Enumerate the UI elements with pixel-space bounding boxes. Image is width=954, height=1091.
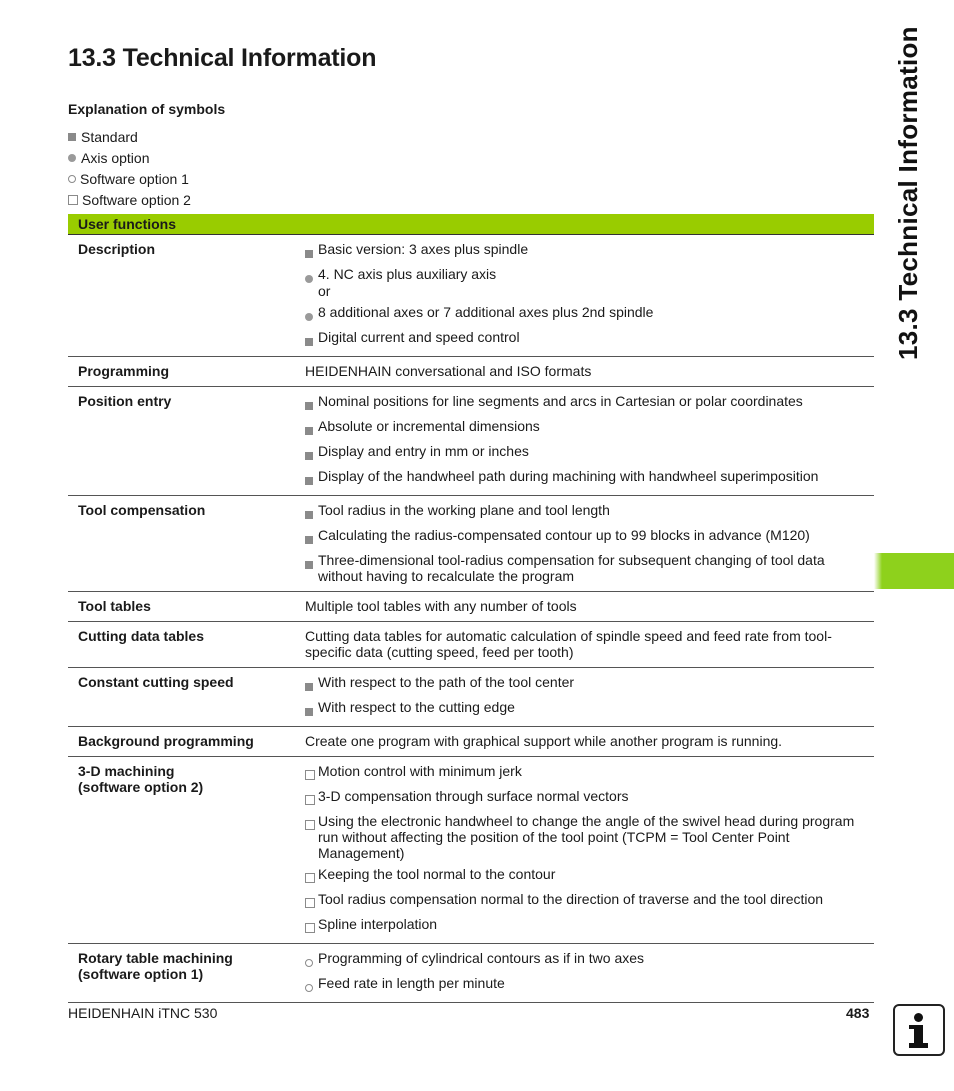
table-row (68, 592, 874, 622)
feature-item (305, 552, 866, 584)
table-row (68, 357, 874, 387)
software-option-2-box-icon (305, 795, 315, 805)
standard-square-icon (305, 511, 313, 519)
feature-item (305, 866, 866, 886)
row-content (305, 674, 874, 719)
feature-item (305, 393, 866, 413)
row-label: Tool tables (78, 598, 151, 614)
row-label: Background programming (78, 733, 254, 749)
row-label: Programming (78, 363, 170, 379)
row-label: Position entry (78, 393, 172, 409)
legend-item (68, 126, 191, 147)
row-text: HEIDENHAIN conversational and ISO formats (305, 363, 592, 379)
footer-product-name: HEIDENHAIN iTNC 530 (68, 1005, 218, 1021)
feature-item (305, 950, 866, 970)
feature-item-text: Display of the handwheel path during machining with handwheel superimposition (318, 468, 819, 484)
software-option-1-ring-icon (305, 984, 313, 992)
feature-item-text: Digital current and speed control (318, 329, 520, 345)
feature-item-text: Programming of cylindrical contours as if in two axes (318, 950, 645, 966)
feature-item-text: 4. NC axis plus auxiliary axis (318, 266, 497, 282)
feature-item-text: Three-dimensional tool-radius compensation for subsequent changing of tool data without having to recalculate the program (318, 552, 825, 584)
table-row (68, 727, 874, 757)
axis-option-dot-icon (305, 275, 313, 283)
feature-item-text: Calculating the radius-compensated contour up to 99 blocks in advance (M120) (318, 527, 810, 543)
feature-item (305, 674, 866, 694)
feature-item-text: Tool radius compensation normal to the direction of traverse and the tool direction (318, 891, 824, 907)
table-header: User functions (68, 214, 874, 235)
axis-option-dot-icon (305, 313, 313, 321)
software-option-2-box-icon (305, 873, 315, 883)
feature-item-extra: or (318, 283, 331, 299)
row-label: Constant cutting speed (78, 674, 234, 690)
feature-item (305, 916, 866, 936)
software-option-2-box-icon (305, 820, 315, 830)
row-content (305, 598, 874, 614)
feature-item (305, 418, 866, 438)
row-text: Multiple tool tables with any number of tools (305, 598, 577, 614)
row-content (305, 733, 874, 749)
row-content (305, 502, 874, 584)
software-option-2-box-icon (305, 770, 315, 780)
feature-item-text: Absolute or incremental dimensions (318, 418, 540, 434)
feature-item-text: Basic version: 3 axes plus spindle (318, 241, 529, 257)
feature-item (305, 891, 866, 911)
table-body (68, 235, 874, 1003)
feature-item-text: Spline interpolation (318, 916, 438, 932)
chapter-tab-marker (882, 553, 954, 589)
page-number: 483 (846, 1005, 870, 1021)
feature-item-text: With respect to the cutting edge (318, 699, 515, 715)
feature-item-text: 8 additional axes or 7 additional axes plus 2nd spindle (318, 304, 654, 320)
row-content (305, 763, 874, 936)
row-content (305, 241, 874, 349)
standard-square-icon (305, 452, 313, 460)
software-option-1-ring-icon (68, 175, 76, 183)
software-option-2-box-icon (305, 923, 315, 933)
feature-item (305, 813, 866, 861)
legend-item (68, 168, 191, 189)
table-row (68, 496, 874, 592)
table-row (68, 757, 874, 944)
row-label: Rotary table machining (software option 1) (78, 950, 233, 982)
feature-item-text: Tool radius in the working plane and tool length (318, 502, 610, 518)
legend-item-label: Standard (81, 128, 138, 145)
feature-item (305, 502, 866, 522)
standard-square-icon (305, 250, 313, 258)
feature-item-text: Nominal positions for line segments and arcs in Cartesian or polar coordinates (318, 393, 803, 409)
feature-item (305, 763, 866, 783)
feature-item-text: Motion control with minimum jerk (318, 763, 522, 779)
feature-item-text: 3-D compensation through surface normal vectors (318, 788, 629, 804)
table-row (68, 387, 874, 496)
feature-item (305, 266, 866, 299)
feature-item (305, 975, 866, 995)
feature-item (305, 788, 866, 808)
legend-item (68, 147, 191, 168)
standard-square-icon (305, 402, 313, 410)
feature-item (305, 304, 866, 324)
legend-item-label: Axis option (81, 149, 150, 166)
feature-item-text: Keeping the tool normal to the contour (318, 866, 556, 882)
feature-item (305, 329, 866, 349)
standard-square-icon (305, 536, 313, 544)
feature-item-text: Display and entry in mm or inches (318, 443, 529, 459)
software-option-1-ring-icon (305, 959, 313, 967)
row-content (305, 950, 874, 995)
feature-item-text: With respect to the path of the tool center (318, 674, 575, 690)
user-functions-table (68, 214, 874, 1003)
standard-square-icon (305, 427, 313, 435)
standard-square-icon (305, 338, 313, 346)
row-label: 3-D machining (software option 2) (78, 763, 204, 795)
feature-item-text: Feed rate in length per minute (318, 975, 505, 991)
table-row (68, 622, 874, 668)
standard-square-icon (305, 561, 313, 569)
row-text: Cutting data tables for automatic calculation of spindle speed and feed rate from tool-specific data (cutting speed, feed per tooth) (305, 628, 832, 660)
legend-item (68, 189, 191, 210)
legend-item-label: Software option 1 (80, 170, 189, 187)
standard-square-icon (305, 477, 313, 485)
feature-item (305, 699, 866, 719)
row-label: Cutting data tables (78, 628, 205, 644)
symbol-legend (68, 126, 191, 210)
feature-item (305, 443, 866, 463)
axis-option-dot-icon (68, 154, 76, 162)
standard-square-icon (305, 708, 313, 716)
legend-heading: Explanation of symbols (68, 101, 226, 117)
feature-item-text: Using the electronic handwheel to change the angle of the swivel head during program run without affecting the position of the tool point (TCPM = Tool Center Point Management) (318, 813, 855, 861)
legend-item-label: Software option 2 (82, 191, 191, 208)
row-text: Create one program with graphical support while another program is running. (305, 733, 783, 749)
feature-item (305, 241, 866, 261)
side-chapter-title: 13.3 Technical Information (893, 26, 923, 360)
table-row (68, 944, 874, 1003)
info-icon (893, 1004, 945, 1056)
standard-square-icon (305, 683, 313, 691)
software-option-2-box-icon (68, 195, 78, 205)
row-content (305, 363, 874, 379)
row-content (305, 628, 874, 660)
row-label: Description (78, 241, 156, 257)
standard-square-icon (68, 133, 76, 141)
table-row (68, 235, 874, 357)
feature-item (305, 527, 866, 547)
software-option-2-box-icon (305, 898, 315, 908)
page-title: 13.3 Technical Information (68, 44, 377, 72)
row-content (305, 393, 874, 488)
table-row (68, 668, 874, 727)
row-label: Tool compensation (78, 502, 206, 518)
feature-item (305, 468, 866, 488)
